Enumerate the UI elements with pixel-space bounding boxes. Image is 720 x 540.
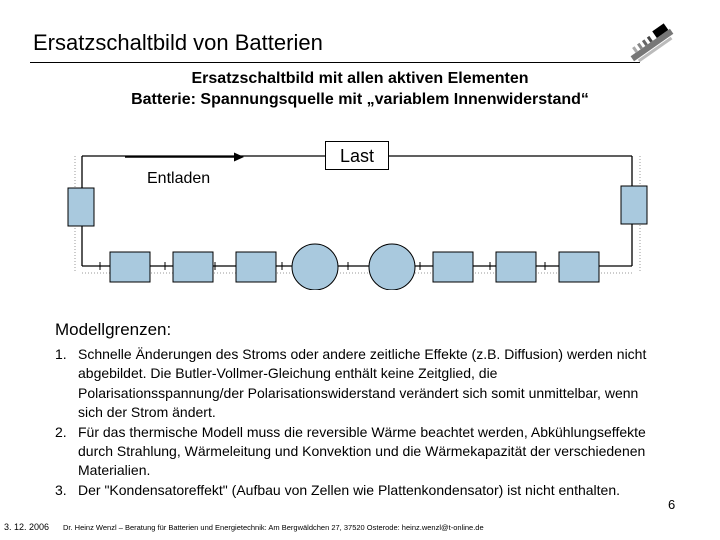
list-item bbox=[55, 481, 655, 500]
limits-heading: Modellgrenzen: bbox=[55, 320, 172, 339]
load-box bbox=[325, 141, 389, 170]
title-divider bbox=[30, 62, 640, 63]
item-text: Der "Kondensatoreffekt" (Aufbau von Zellen wie Plattenkondensator) ist nicht enthalten. bbox=[78, 481, 621, 498]
left-element bbox=[68, 188, 94, 226]
limits-list bbox=[55, 345, 655, 500]
right-element bbox=[621, 186, 647, 224]
logo-icon bbox=[624, 16, 680, 74]
slide-title: Ersatzschaltbild von Batterien bbox=[33, 30, 323, 55]
bottom-element-7 bbox=[496, 252, 536, 282]
bottom-element-2 bbox=[173, 252, 213, 282]
item-number: 2. bbox=[55, 423, 67, 440]
item-number: 3. bbox=[55, 481, 67, 498]
discharge-label: Entladen bbox=[147, 170, 211, 187]
bottom-element-5 bbox=[369, 244, 415, 290]
bottom-element-1 bbox=[110, 252, 150, 282]
footer-date: 3. 12. 2006 bbox=[4, 522, 50, 532]
list-item bbox=[55, 345, 655, 423]
list-item bbox=[55, 423, 655, 481]
bottom-element-8 bbox=[559, 252, 599, 282]
arrow-head-icon bbox=[234, 153, 244, 162]
bottom-element-6 bbox=[433, 252, 473, 282]
bottom-element-4 bbox=[292, 244, 338, 290]
item-text: Schnelle Änderungen des Stroms oder andere zeitliche Effekte (z.B. Diffusion) werden nicht abgebildet. Die Butler-Vollmer-Gleichung enthält keine Zeitglied, die Polarisationsspannung/der Polarisationswiderstand verändert sich somit unmittelbar, wenn sich der Strom ändert. bbox=[78, 346, 647, 421]
footer-contact: Dr. Heinz Wenzl – Beratung für Batterien und Energietechnik: Am Bergwäldchen 27, 37520 Osterode: heinz.wenzl@t-online.de bbox=[63, 523, 484, 532]
item-text: Für das thermische Modell muss die reversible Wärme beachtet werden, Abkühlungseffekte durch Strahlung, Wärmeleitung und Konvektion und die Wärmekapazität der verschiedenen Materialien. bbox=[78, 423, 646, 479]
item-number: 1. bbox=[55, 346, 67, 362]
load-label: Last bbox=[339, 146, 375, 166]
bottom-element-3 bbox=[236, 252, 276, 282]
diagram-description: Batterie: Spannungsquelle mit „variablem Innenwiderstand“ bbox=[131, 91, 589, 108]
diagram-subtitle: Ersatzschaltbild mit allen aktiven Elementen bbox=[191, 70, 529, 87]
page-number: 6 bbox=[668, 497, 676, 512]
